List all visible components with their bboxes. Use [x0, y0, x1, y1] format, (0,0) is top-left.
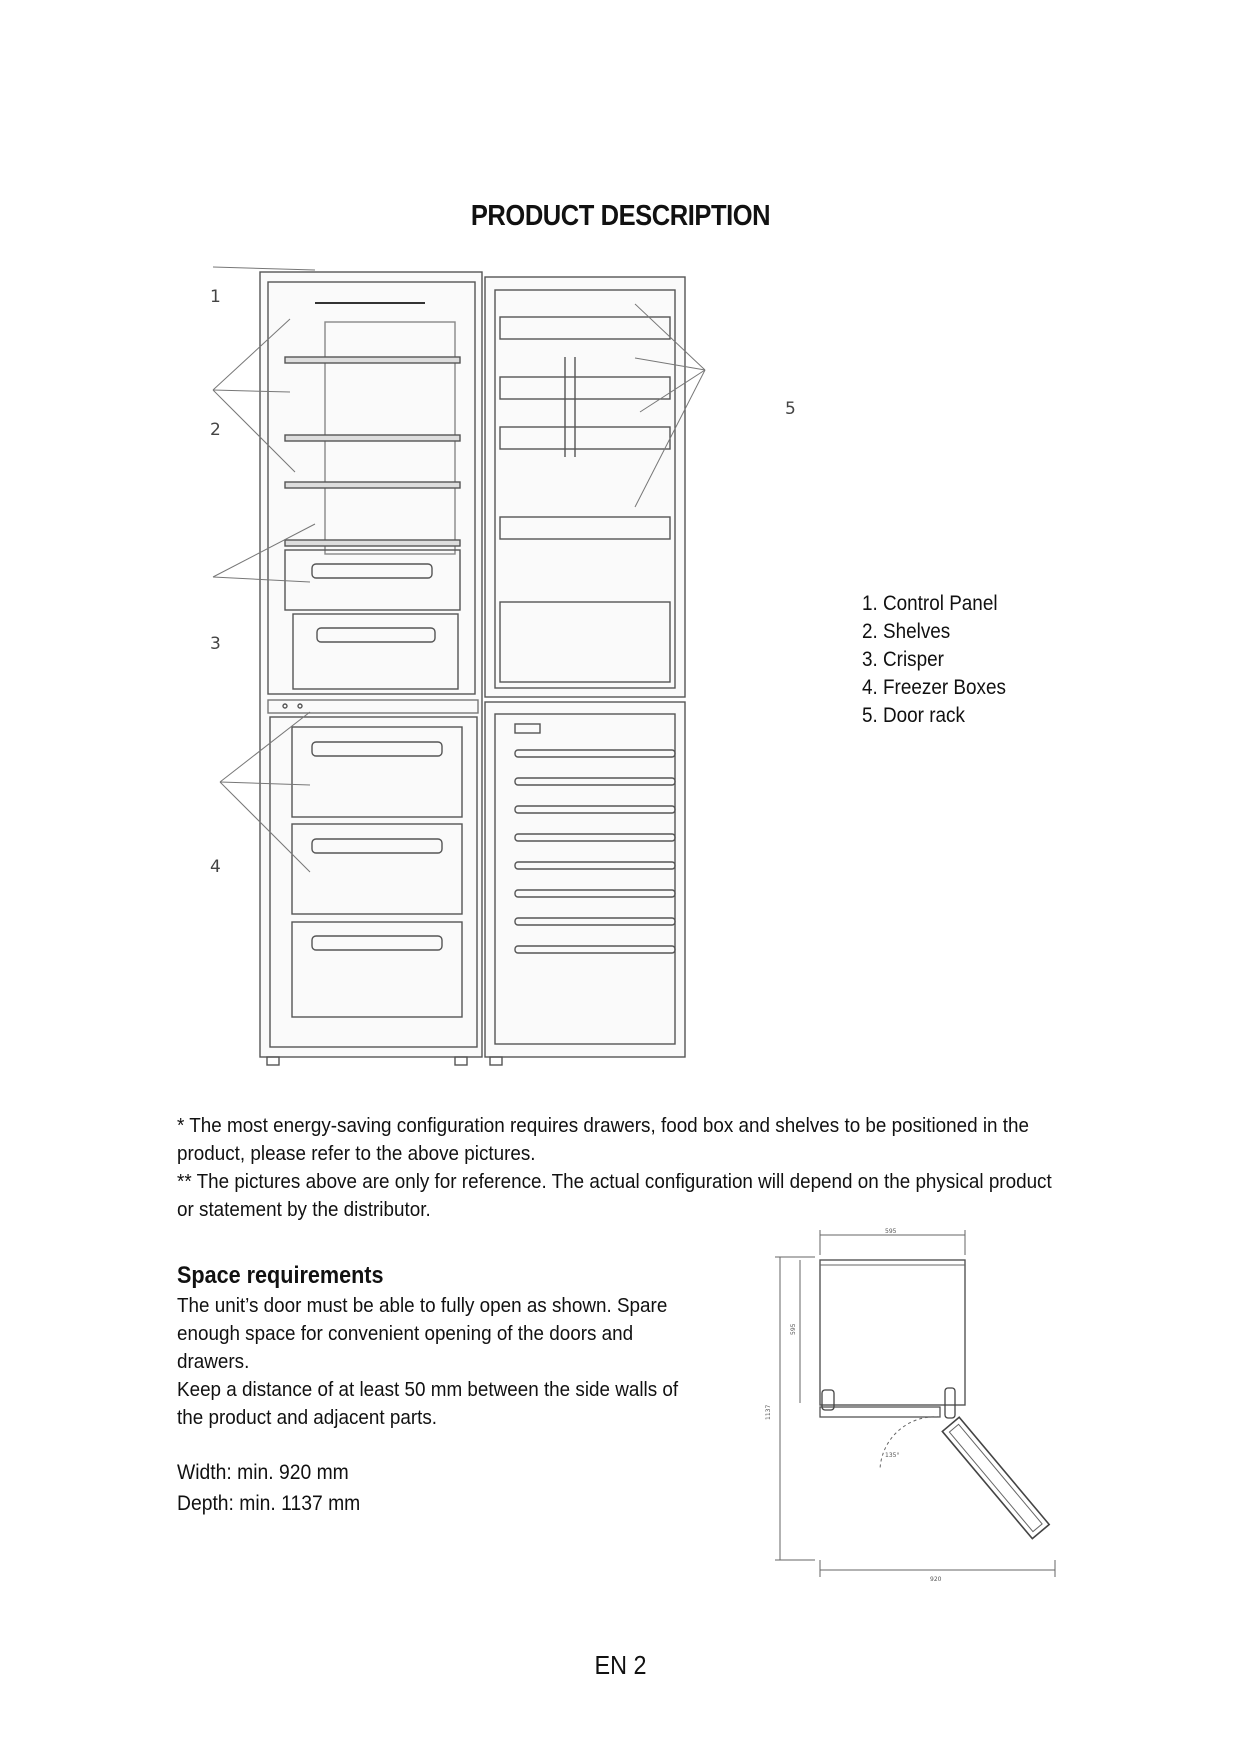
- dim-top: 595: [885, 1228, 897, 1235]
- min-dimensions: [177, 1457, 360, 1519]
- space-para-distance: Keep a distance of at least 50 mm between the side walls of the product and adjacent parts.: [177, 1378, 679, 1429]
- notes: [177, 1112, 1060, 1224]
- callout-2: 2: [210, 420, 221, 440]
- callout-1: 1: [210, 287, 221, 307]
- callout-4: 4: [210, 857, 221, 877]
- min-width: Width: min. 920 mm: [177, 1461, 349, 1484]
- shelf: [285, 357, 460, 363]
- page-title: PRODUCT DESCRIPTION: [470, 200, 771, 232]
- legend-item: 4. Freezer Boxes: [862, 676, 1006, 699]
- space-requirements-heading: Space requirements: [177, 1262, 384, 1289]
- callout-3: 3: [210, 634, 221, 654]
- fridge-door: [485, 277, 685, 697]
- door-open: [942, 1417, 1049, 1538]
- legend-item: 2. Shelves: [862, 620, 951, 643]
- legend-item: 1. Control Panel: [862, 592, 998, 615]
- dim-bottom: 920: [930, 1576, 942, 1583]
- callout-5: 5: [785, 399, 796, 419]
- component-legend: [862, 590, 1006, 730]
- shelf: [285, 435, 460, 441]
- dim-side: 1137: [765, 1404, 772, 1420]
- shelf: [285, 482, 460, 488]
- legend-item: 3. Crisper: [862, 648, 944, 671]
- min-depth: Depth: min. 1137 mm: [177, 1492, 361, 1515]
- door-closed: [820, 1407, 940, 1417]
- unit-outline: [820, 1260, 965, 1405]
- dim-angle: 135°: [885, 1452, 900, 1459]
- note-reference: ** The pictures above are only for reference. The actual configuration will depend on the physical product or statement by the distributor.: [177, 1170, 1052, 1221]
- page-number: EN 2: [594, 1650, 647, 1680]
- note-energy: * The most energy-saving configuration requires drawers, food box and shelves to be positioned in the product, please refer to the above pictures.: [177, 1114, 1030, 1165]
- fridge-diagram: [195, 262, 835, 1072]
- space-requirements-text: [177, 1292, 692, 1432]
- space-para-door: The unit’s door must be able to fully open as shown. Spare enough space for convenient opening of the doors and drawers.: [177, 1294, 668, 1373]
- dim-inner: 595: [790, 1323, 797, 1335]
- legend-item: 5. Door rack: [862, 704, 965, 727]
- plan-view-diagram: [735, 1225, 1095, 1590]
- shelf: [285, 540, 460, 546]
